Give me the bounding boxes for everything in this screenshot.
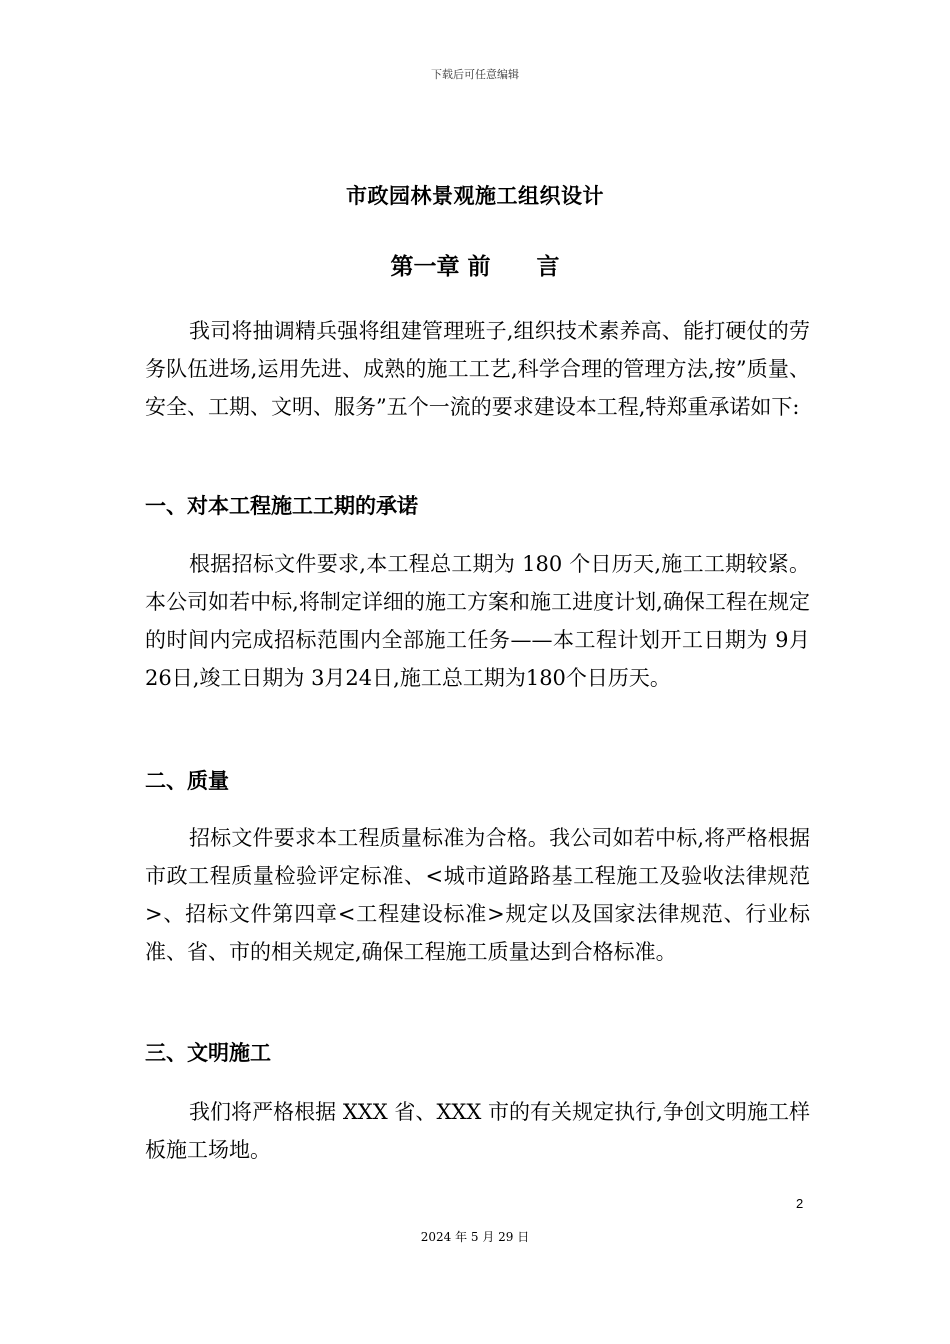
section-heading-quality: 二、质量 bbox=[145, 769, 229, 793]
section-body-civilized-construction: 我们将严格根据 XXX 省、XXX 市的有关规定执行,争创文明施工样板施工场地。 bbox=[145, 1100, 810, 1162]
section-body-schedule: 根据招标文件要求,本工程总工期为 180 个日历天,施工工期较紧。本公司如若中标,将制定详细的施工方案和施工进度计划,确保工程在规定的时间内完成招标范围内全部施工任务——本工程计划开工日期为 9月26日,竣工日期为 3月24日,施工总工期为180个日历天。 bbox=[145, 552, 810, 690]
section-heading-schedule: 一、对本工程施工工期的承诺 bbox=[145, 494, 418, 518]
section-body-quality: 招标文件要求本工程质量标准为合格。我公司如若中标,将严格根据市政工程质量检验评定标准、<城市道路路基工程施工及验收法律规范>、招标文件第四章<工程建设标准>规定以及国家法律规范、行业标准、省、市的相关规定,确保工程施工质量达到合格标准。 bbox=[145, 826, 810, 964]
intro-paragraph: 我司将抽调精兵强将组建管理班子,组织技术素养高、能打硬仗的劳务队伍进场,运用先进、成熟的施工工艺,科学合理的管理方法,按”质量、安全、工期、文明、服务”五个一流的要求建设本工程,特郑重承诺如下: bbox=[145, 319, 810, 419]
page-number: 2 bbox=[796, 1196, 804, 1211]
chapter-title: 第一章 前 言 bbox=[390, 254, 560, 280]
footer-date: 2024 年 5 月 29 日 bbox=[420, 1230, 530, 1244]
section-heading-civilized-construction: 三、文明施工 bbox=[145, 1041, 271, 1065]
header-note: 下载后可任意编辑 bbox=[431, 68, 519, 81]
document-title: 市政园林景观施工组织设计 bbox=[346, 184, 604, 208]
